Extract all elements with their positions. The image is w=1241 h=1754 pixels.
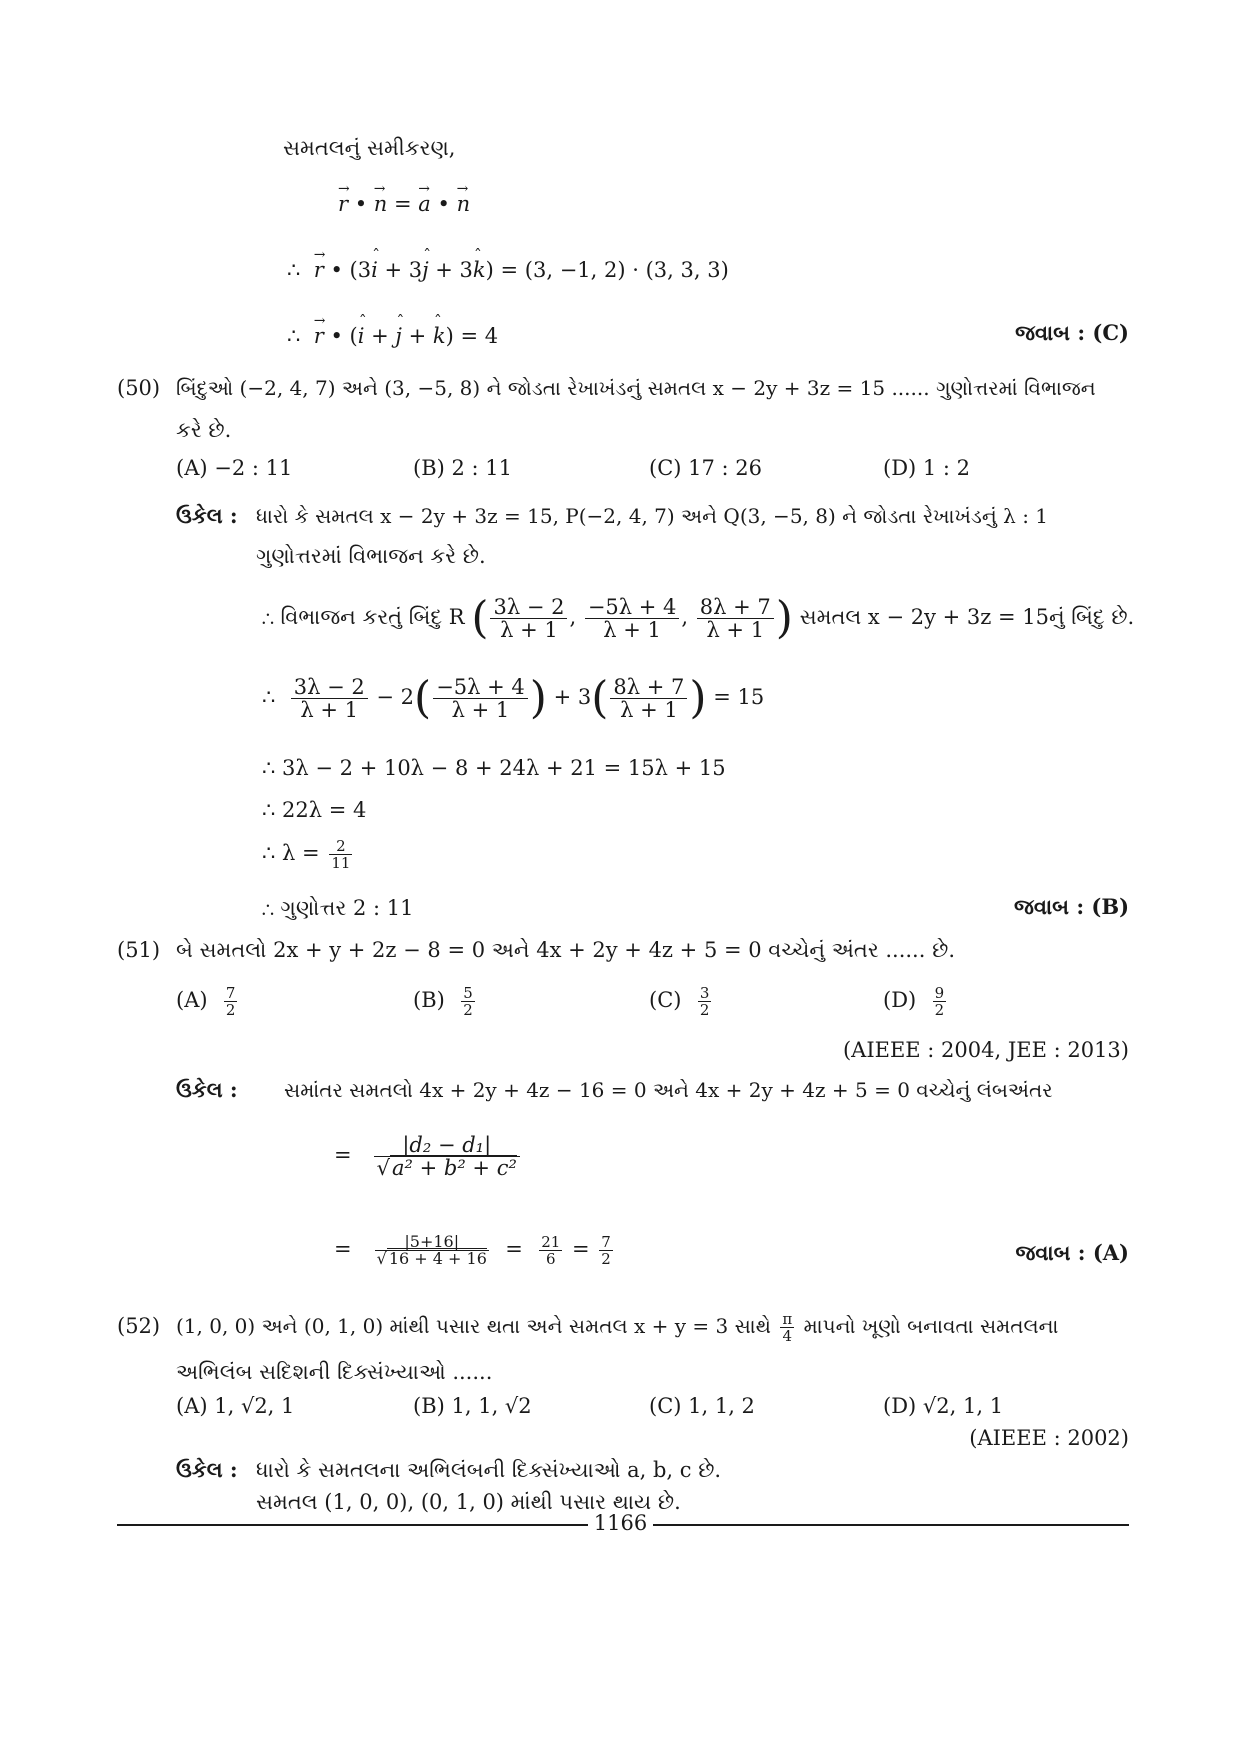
q50-division-point: ∴ વિભાજન કરતું બિંદુ R ( $\frac{3\lambda - 2}{\lambda + 1}$ , $\frac{-5\lambda + 4}{\lambda + 1}$ , $\frac{8\lambda + 7}{\lambda + 1}$ ) સમતલ x − 2y + 3z = 15નું બિંદુ છે. <box>262 592 1135 644</box>
answer-a-q51: જવાબ : (A) <box>1015 1240 1129 1265</box>
q50-option-c: (C) 17 : 26 <box>649 456 762 480</box>
q51-option-d: (D) $\frac{9}{2}$ <box>883 984 945 1019</box>
q52-option-d: (D) √2, 1, 1 <box>883 1394 1004 1418</box>
q50-step-simplify: ∴ 22λ = 4 <box>262 798 367 822</box>
q50-option-d: (D) 1 : 2 <box>883 456 971 480</box>
plane-equation-intro: સમતલનું સમીકરણ, <box>283 136 456 160</box>
answer-c-prev: જવાબ : (C) <box>1015 320 1129 345</box>
division-point-pre: ∴ વિભાજન કરતું બિંદુ R <box>262 605 465 629</box>
q50-step-lambda: ∴ λ = $\frac{2}{11}$ <box>262 837 351 872</box>
q52-text-line1: (1, 0, 0) અને (0, 1, 0) માંથી પસાર થતા અને સમતલ x + y = 3 સાથે $\frac{\pi}{4}$ માપનો ખૂણો બનાવતા સમતલના <box>176 1310 1059 1345</box>
q52-solution-line1: ધારો કે સમતલના અભિલંબની દિક્સંખ્યાઓ a, b, c છે. <box>256 1458 722 1482</box>
q52-source: (AIEEE : 2002) <box>969 1426 1129 1450</box>
q50-step-expand: ∴ 3λ − 2 + 10λ − 8 + 24λ + 21 = 15λ + 15 <box>262 756 726 780</box>
step-dot-product-2: ∴ → r • (ˆ i + ˆ j + ˆ k) = 4 <box>287 322 498 350</box>
q50-text-line2: કરે છે. <box>176 418 232 442</box>
q50-option-a: (A) −2 : 11 <box>176 456 293 480</box>
q51-option-a: (A) $\frac{7}{2}$ <box>176 984 236 1019</box>
vector-equation: → r • → n = → a • → n <box>338 190 470 218</box>
q51-solution-line1: સમાંતર સમતલો 4x + 2y + 4z − 16 = 0 અને 4x + 2y + 4z + 5 = 0 વચ્ચેનું લંબઅંતર <box>284 1078 1053 1102</box>
q51-distance-calc: = $\frac{|5+16|}{√ 16 + 4 + 16}$ = $\frac{21}{6}$ = $\frac{7}{2}$ <box>334 1232 611 1268</box>
q51-text: બે સમતલો 2x + y + 2z − 8 = 0 અને 4x + 2y + 4z + 5 = 0 વચ્ચેનું અંતર ...... છે. <box>176 938 955 962</box>
coord-z-fraction: $\frac{8\lambda + 7}{\lambda + 1}$ <box>697 596 774 641</box>
q52-number: (52) <box>117 1314 161 1338</box>
q52-solution-label: ઉકેલ : <box>176 1457 238 1482</box>
q52-option-a: (A) 1, √2, 1 <box>176 1394 295 1418</box>
q50-solution-label: ઉકેલ : <box>176 503 238 528</box>
q51-source: (AIEEE : 2004, JEE : 2013) <box>842 1038 1129 1062</box>
q52-solution-line2: સમતલ (1, 0, 0), (0, 1, 0) માંથી પસાર થાય છે. <box>256 1490 681 1514</box>
coord-x-fraction: $\frac{3\lambda - 2}{\lambda + 1}$ <box>490 596 567 641</box>
q52-option-c: (C) 1, 1, 2 <box>649 1394 755 1418</box>
q50-solution-line1: ધારો કે સમતલ x − 2y + 3z = 15, P(−2, 4, 7) અને Q(3, −5, 8) ને જોડતા રેખાખંડનું λ : 1 <box>256 504 1049 528</box>
q50-solution-line2: ગુણોત્તરમાં વિભાજન કરે છે. <box>256 544 486 568</box>
q52-option-b: (B) 1, 1, √2 <box>413 1394 532 1418</box>
q51-distance-formula: = $\frac{\text{|d₂ − d₁|}}{\text{√a² + b² + c²}}$ <box>334 1128 522 1182</box>
q50-text-line1: બિંદુઓ (−2, 4, 7) અને (3, −5, 8) ને જોડતા રેખાખંડનું સમતલ x − 2y + 3z = 15 ...... ગુણોત્તરમાં વિભાજન <box>176 376 1096 400</box>
page-number: 1166 <box>0 1511 1241 1535</box>
q51-solution-label: ઉકેલ : <box>176 1077 238 1102</box>
q51-option-b: (B) $\frac{5}{2}$ <box>413 984 473 1019</box>
q52-text-line2: અભિલંબ સદિશની દિક્સંખ્યાઓ ...... <box>176 1360 493 1384</box>
q50-option-b: (B) 2 : 11 <box>413 456 513 480</box>
step-dot-product-1: ∴ → r • (3ˆ i + 3ˆ j + 3ˆ k) = (3, −1, 2) · (3, 3, 3) <box>287 256 729 284</box>
q51-option-c: (C) $\frac{3}{2}$ <box>649 984 710 1019</box>
division-point-post: સમતલ x − 2y + 3z = 15નું બિંદુ છે. <box>799 605 1135 629</box>
answer-b-q50: જવાબ : (B) <box>1014 894 1129 919</box>
q50-number: (50) <box>117 376 161 400</box>
q50-substitution: ∴ $\frac{3\lambda - 2}{\lambda + 1}$ − 2( $\frac{-5\lambda + 4}{\lambda + 1}$ ) + 3( $\frac{8\lambda + 7}{\lambda + 1}$ ) = 15 <box>262 672 765 724</box>
q50-step-ratio: ∴ ગુણોત્તર 2 : 11 <box>262 896 414 920</box>
q51-number: (51) <box>117 938 161 962</box>
coord-y-fraction: $\frac{-5\lambda + 4}{\lambda + 1}$ <box>585 596 680 641</box>
